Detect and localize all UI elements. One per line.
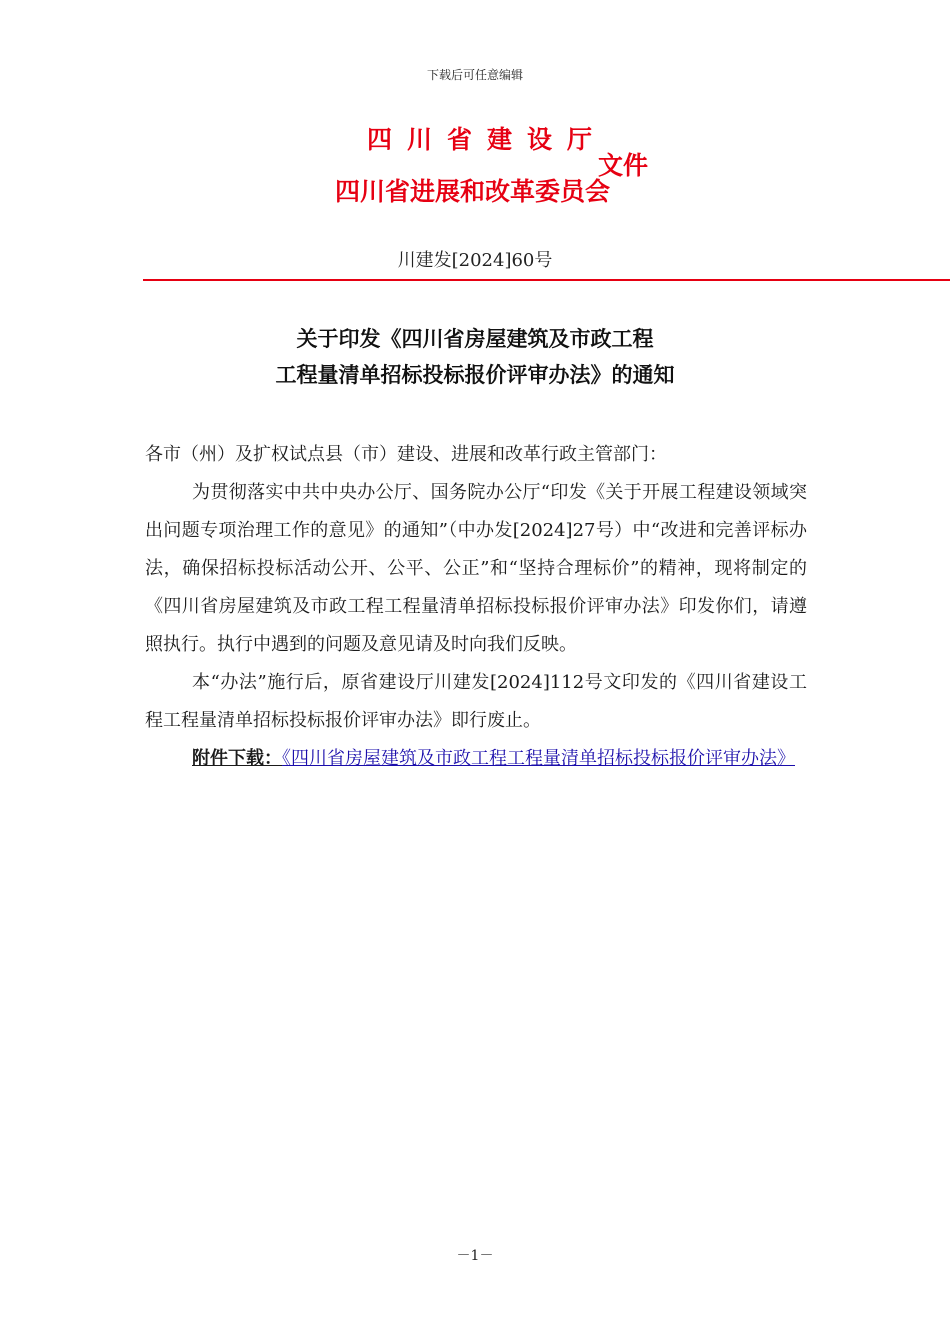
red-divider-line (143, 279, 950, 281)
body-paragraph-1: 为贯彻落实中共中央办公厅、国务院办公厅“印发《关于开展工程建设领域突出问题专项治理工作的意见》的通知”（中办发[2024]27号）中“改进和完善评标办法，确保招标投标活动公开、公平、公正”和“坚持合理标价”的精神，现将制定的《四川省房屋建筑及市政工程工程量清单招标投标报价评审办法》印发你们，请遵照执行。执行中遇到的问题及意见请及时向我们反映。 (145, 482, 807, 655)
notice-title-line-2: 工程量清单招标投标报价评审办法》的通知 (275, 363, 675, 387)
attachment-download-link[interactable]: 《四川省房屋建筑及市政工程工程量清单招标投标报价评审办法》 (282, 748, 795, 769)
issuer-construction-department: 四川省建设厅 (367, 125, 608, 154)
notice-title-line-1: 关于印发《四川省房屋建筑及市政工程 (296, 327, 654, 351)
header-note: 下载后可任意编辑 (426, 68, 523, 82)
document-label: 文件 (598, 151, 649, 180)
salutation: 各市（州）及扩权试点县（市）建设、进展和改革行政主管部门： (145, 444, 667, 465)
issuer-development-reform-commission: 四川省进展和改革委员会 (335, 177, 611, 206)
attachment-label: 附件下载： (192, 748, 282, 769)
body-paragraph-2: 本“办法”施行后，原省建设厅川建发[2024]112号文印发的《四川省建设工程工程量清单招标投标报价评审办法》即行废止。 (145, 672, 807, 731)
attachment-line (145, 740, 807, 778)
document-number: 川建发[2024]60号 (397, 250, 553, 271)
page-number: －1－ (456, 1248, 494, 1264)
